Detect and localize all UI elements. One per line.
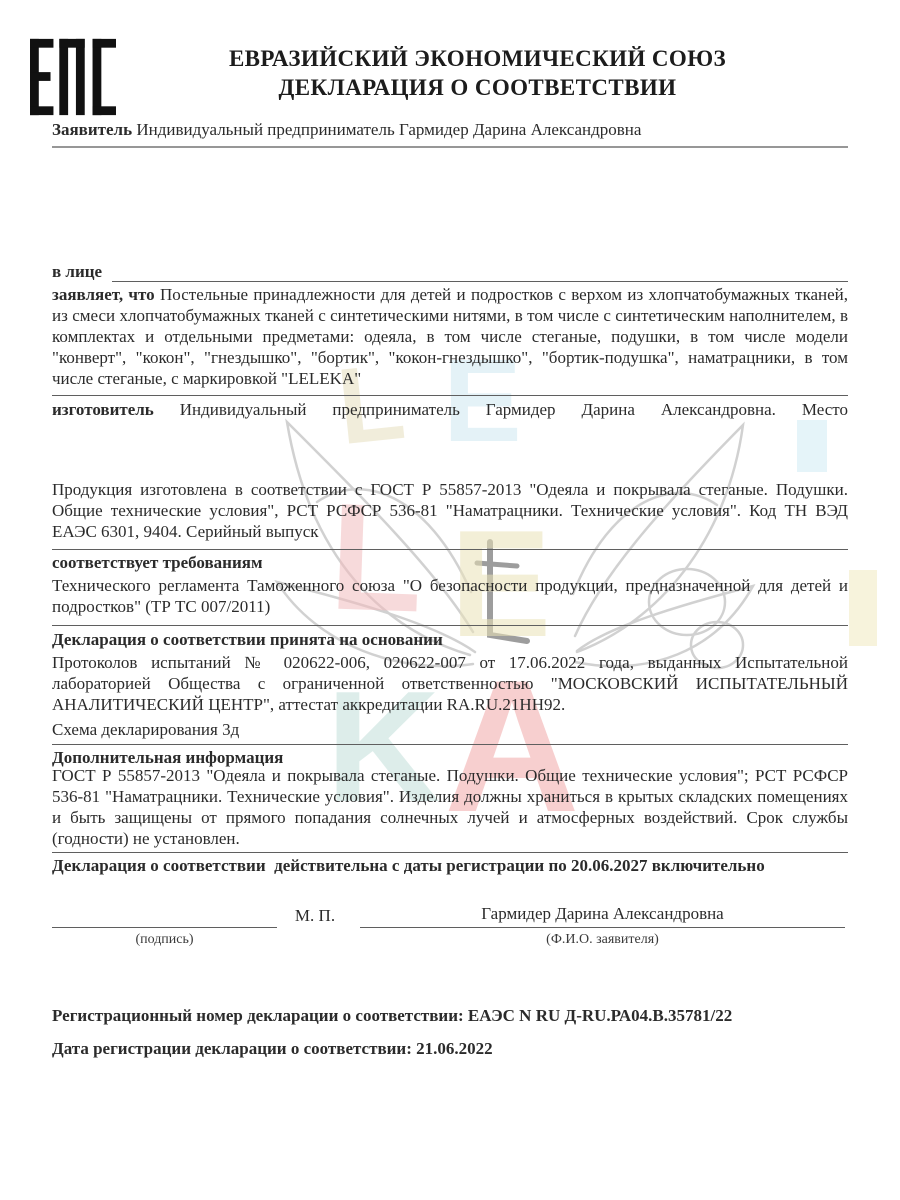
- signature-caption: (подпись): [135, 932, 194, 947]
- validity-line: Декларация о соответствии действительна с даты регистрации по 20.06.2027 включительно: [52, 856, 765, 875]
- manufacturer-row: [52, 399, 848, 420]
- watermark-fragment-0: [797, 420, 827, 472]
- scheme-line: Схема декларирования 3д: [52, 720, 240, 739]
- applicant-label: Заявитель: [52, 120, 133, 139]
- declares-label: заявляет, что: [52, 285, 155, 304]
- stamp-abbr: М. П.: [294, 906, 336, 925]
- watermark-letter-5: A: [444, 641, 580, 851]
- basis-heading: Декларация о соответствии принята на основании: [52, 630, 443, 649]
- applicant-row: [52, 119, 848, 140]
- in-person-label: в лице: [52, 262, 103, 281]
- reg-number-line: Регистрационный номер декларации о соответствии: ЕАЭС N RU Д-RU.РА04.В.35781/22: [52, 1006, 733, 1025]
- manufacturer-value: Индивидуальный предприниматель Гармидер Дарина Александровна. Место: [179, 400, 848, 419]
- title-declaration: ДЕКЛАРАЦИЯ О СООТВЕТСТВИИ: [278, 75, 677, 100]
- watermark-letter-2: L: [327, 471, 426, 645]
- watermark-fragment-1: [849, 570, 877, 646]
- section-divider: [52, 625, 848, 626]
- eac-mark-icon: [30, 38, 116, 116]
- watermark-letter-3: E: [450, 499, 552, 669]
- document-title: [115, 44, 840, 102]
- section-divider: [52, 146, 848, 148]
- declares-paragraph: [52, 284, 848, 389]
- additional-paragraph: ГОСТ Р 55857-2013 "Одеяла и покрывала стеганые. Подушки. Общие технические условия"; РСТ РСФСР 536-81 "Наматрацники. Технические условия". Изделия должны храниться в крытых складских помещениях и быть защищены от прямого попадания солнечных лучей и атмосферных воздействий. Срок службы (годности) не установлен.: [52, 766, 848, 848]
- name-line: [360, 927, 845, 928]
- signature-line: [52, 927, 277, 928]
- applicant-name: Гармидер Дарина Александровна: [481, 904, 724, 923]
- section-divider: [52, 852, 848, 853]
- declares-text: Постельные принадлежности для детей и подростков с верхом из хлопчатобумажных тканей, из смеси хлопчатобумажных тканей с синтетическими нитями, в том числе с синтетическим наполнителем, в комплектах и отдельными предметами: одеяла, в том числе стеганые, подушки, в том числе модели "конверт", "кокон", "гнездышко", "бортик", "кокон-гнездышко", "бортик-подушка", наматрацники, в том числе стеганые, с маркировкой "LELEKA": [52, 285, 849, 388]
- watermark-letter-0: L: [331, 339, 411, 468]
- manufacturer-label: изготовитель: [52, 400, 154, 419]
- applicant-value: Индивидуальный предприниматель Гармидер Дарина Александровна: [136, 120, 642, 139]
- section-divider: [52, 549, 848, 550]
- in-person-fill-line: [112, 265, 848, 282]
- section-divider: [52, 395, 848, 396]
- in-person-row: [52, 261, 848, 282]
- watermark-letter-1: E: [443, 335, 522, 467]
- basis-paragraph: Протоколов испытаний № 020622-006, 020622-007 от 17.06.2022 года, выданных Испытательной лабораторией Общества с ограниченной ответственностью "МОСКОВСКИЙ ИСПЫТАТЕЛЬНЫЙ АНАЛИТИЧЕСКИЙ ЦЕНТР", аттестат аккредитации RA.RU.21НН92.: [52, 653, 848, 714]
- production-paragraph: Продукция изготовлена в соответствии с ГОСТ Р 55857-2013 "Одеяла и покрывала стеганые. Подушки. Общие технические условия", РСТ РСФСР 536-81 "Наматрацники. Технические условия". Код ТН ВЭД ЕАЭС 6301, 9404. Серийный выпуск: [52, 480, 848, 541]
- section-divider: [52, 744, 848, 745]
- reg-date-line: Дата регистрации декларации о соответствии: 21.06.2022: [52, 1039, 493, 1058]
- complies-heading: соответствует требованиям: [52, 553, 263, 572]
- title-union: ЕВРАЗИЙСКИЙ ЭКОНОМИЧЕСКИЙ СОЮЗ: [228, 46, 727, 71]
- complies-paragraph: Технического регламента Таможенного союза "О безопасности продукции, предназначенной для детей и подростков" (ТР ТС 007/2011): [52, 576, 848, 616]
- additional-heading: Дополнительная информация: [52, 748, 284, 767]
- watermark-letter-4: K: [326, 659, 441, 835]
- applicant-name-caption: (Ф.И.О. заявителя): [546, 932, 659, 947]
